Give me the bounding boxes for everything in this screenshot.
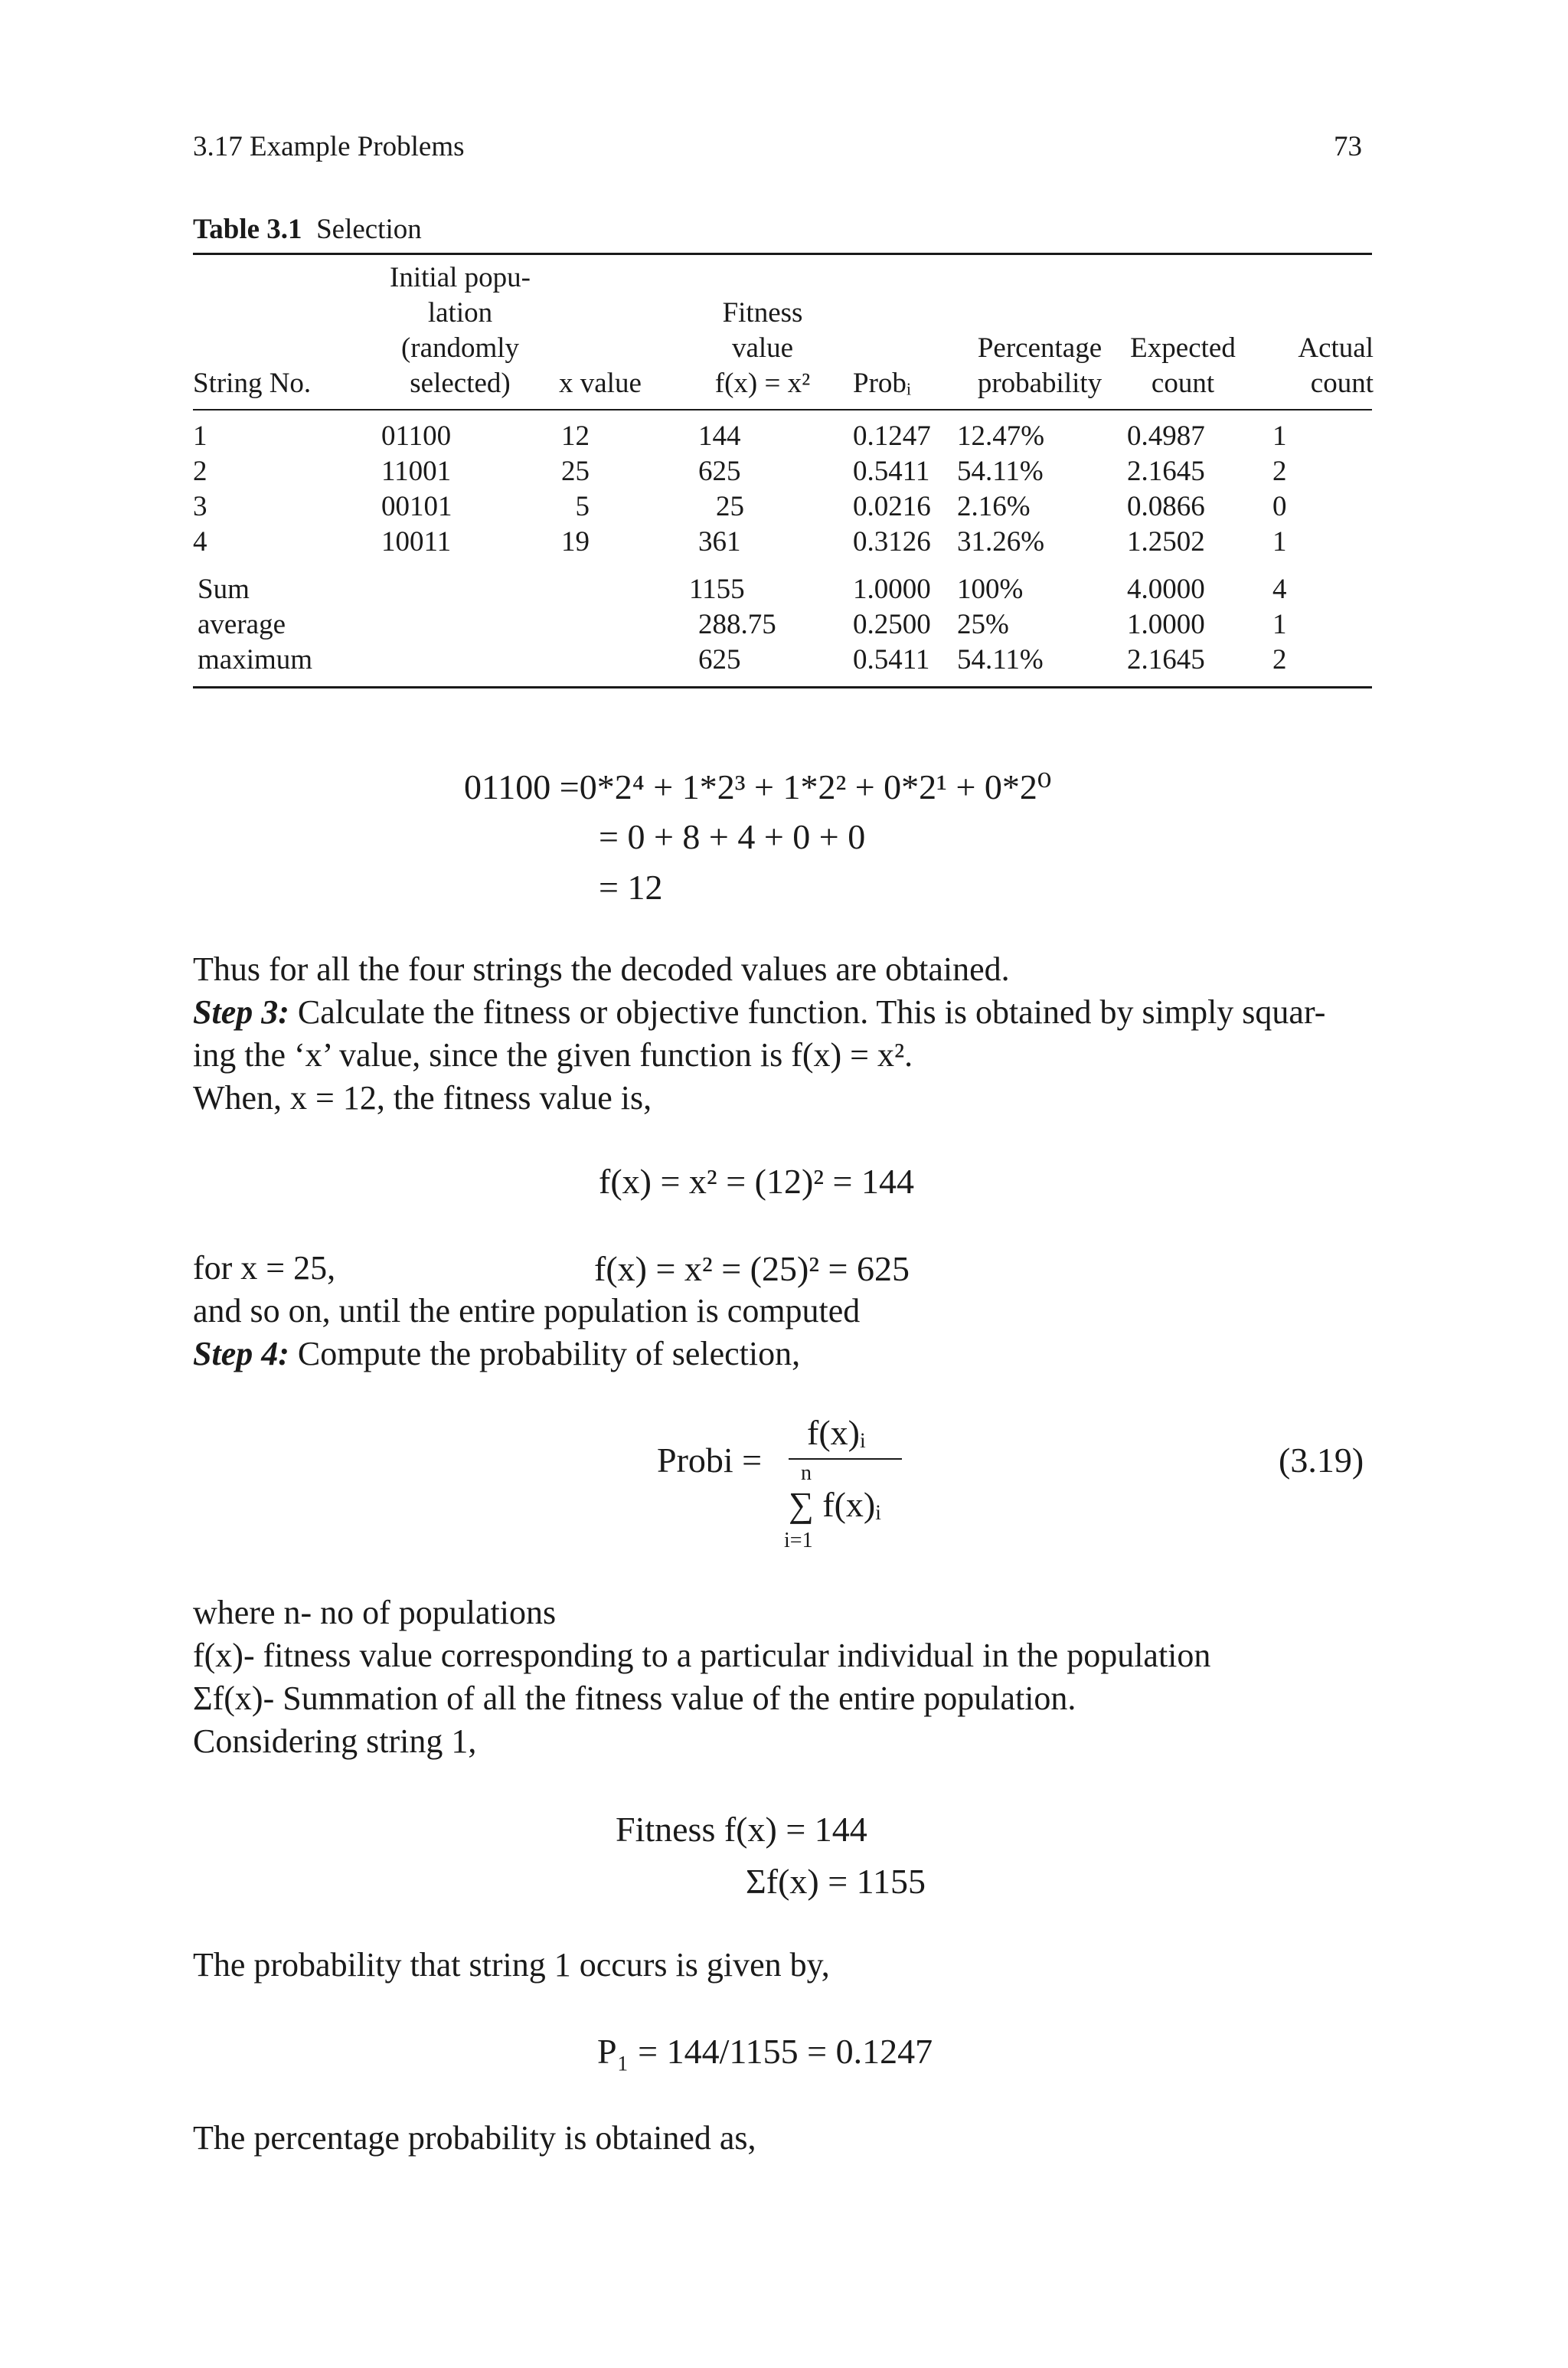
header-actual-count: Actual count [1298, 332, 1374, 399]
table-cell-x: 5 [575, 491, 590, 522]
table-top-rule [193, 253, 1372, 255]
summary-label: maximum [198, 644, 313, 675]
table-cell-actual: 1 [1272, 526, 1287, 558]
probi-lhs: Probi = [657, 1441, 763, 1480]
table-cell-x: 25 [561, 456, 590, 487]
equation-fx-25: f(x) = x² = (25)² = 625 [594, 1249, 910, 1288]
table-cell-prob: 0.1247 [853, 420, 931, 452]
table-cell-prob: 0.3126 [853, 526, 931, 558]
paragraph-probability-string1: The probability that string 1 occurs is given by, [193, 1946, 830, 1984]
step4-text: Compute the probability of selection, [289, 1335, 801, 1372]
table-cell-pct: 31.26% [957, 526, 1045, 558]
equation-sum-fitness: Σf(x) = 1155 [746, 1862, 926, 1901]
table-cell-no: 3 [193, 491, 207, 522]
table-title: Selection [316, 214, 422, 245]
paragraph-step4 [193, 1334, 800, 1373]
table-cell-no: 1 [193, 420, 207, 452]
summary-expected: 4.0000 [1127, 574, 1205, 605]
fraction-bar [789, 1458, 902, 1460]
table-cell-fx: 361 [698, 526, 741, 558]
summary-actual: 2 [1272, 644, 1287, 675]
summary-actual: 4 [1272, 574, 1287, 605]
table-bottom-rule [193, 686, 1372, 688]
summary-pct: 54.11% [957, 644, 1044, 675]
table-cell-fx: 25 [716, 491, 744, 522]
table-cell-no: 4 [193, 526, 207, 558]
decode-equation-line2: = 0 + 8 + 4 + 0 + 0 [599, 817, 866, 856]
table-cell-pct: 12.47% [957, 420, 1045, 452]
header-initial-population: Initial popu- lation (randomly selected) [390, 262, 531, 399]
probi-denominator: ∑ f(x)ᵢ [789, 1485, 881, 1524]
table-cell-fx: 144 [698, 420, 741, 452]
summary-fx: 1155 [689, 574, 745, 605]
summary-expected: 1.0000 [1127, 609, 1205, 640]
table-cell-population: 11001 [381, 456, 452, 487]
table-cell-expected: 2.1645 [1127, 456, 1205, 487]
table-cell-expected: 0.4987 [1127, 420, 1205, 452]
decode-equation-line1: 01100 =0*2⁴ + 1*2³ + 1*2² + 0*2¹ + 0*2⁰ [464, 767, 1052, 806]
table-cell-expected: 1.2502 [1127, 526, 1205, 558]
sum-upper-limit: n [801, 1461, 812, 1485]
table-cell-x: 19 [561, 526, 590, 558]
decode-equation-line3: = 12 [599, 868, 663, 907]
equation-number: (3.19) [1279, 1441, 1364, 1480]
header-expected-count: Expected count [1130, 332, 1236, 399]
equation-fitness: Fitness f(x) = 144 [616, 1810, 867, 1849]
table-cell-population: 00101 [381, 491, 452, 522]
summary-prob: 0.5411 [853, 644, 930, 675]
table-cell-no: 2 [193, 456, 207, 487]
summary-fx: 625 [698, 644, 741, 675]
table-cell-actual: 0 [1272, 491, 1287, 522]
table-cell-prob: 0.0216 [853, 491, 931, 522]
summary-actual: 1 [1272, 609, 1287, 640]
table-cell-population: 10011 [381, 526, 452, 558]
header-fitness-value: Fitness value f(x) = x² [714, 297, 811, 399]
paragraph-considering: Considering string 1, [193, 1722, 477, 1760]
paragraph-step3 [193, 993, 1325, 1032]
table-cell-pct: 54.11% [957, 456, 1044, 487]
summary-prob: 0.2500 [853, 609, 931, 640]
table-cell-pct: 2.16% [957, 491, 1031, 522]
label-for-x25: for x = 25, [193, 1249, 336, 1287]
equation-fx-12: f(x) = x² = (12)² = 144 [599, 1162, 915, 1201]
header-x-value: x value [559, 368, 642, 399]
paragraph-and-so-on: and so on, until the entire population is computed [193, 1292, 861, 1330]
paragraph-decoded: Thus for all the four strings the decoded values are obtained. [193, 950, 1010, 988]
table-cell-actual: 2 [1272, 456, 1287, 487]
header-prob: Probᵢ [853, 368, 911, 399]
table-caption [193, 213, 422, 246]
header-percentage-probability: Percentage probability [977, 332, 1102, 399]
equation-p1: P₁ = 144/1155 = 0.1247 [597, 2032, 933, 2071]
summary-pct: 25% [957, 609, 1009, 640]
table-cell-actual: 1 [1272, 420, 1287, 452]
page-number: 73 [1334, 131, 1362, 162]
step4-label: Step 4: [193, 1335, 289, 1372]
summary-label: Sum [198, 574, 250, 605]
summary-label: average [198, 609, 286, 640]
running-head-section: 3.17 Example Problems [193, 131, 465, 162]
definition-sum-fx: Σf(x)- Summation of all the fitness value of the entire population. [193, 1680, 1076, 1717]
table-cell-expected: 0.0866 [1127, 491, 1205, 522]
table-cell-prob: 0.5411 [853, 456, 930, 487]
table-header-rule [193, 409, 1372, 410]
summary-pct: 100% [957, 574, 1024, 605]
table-label: Table 3.1 [193, 214, 302, 245]
table-cell-fx: 625 [698, 456, 741, 487]
definition-n: where n- no of populations [193, 1594, 557, 1631]
table-cell-x: 12 [561, 420, 590, 452]
summary-fx: 288.75 [698, 609, 776, 640]
summary-prob: 1.0000 [853, 574, 931, 605]
definition-fx: f(x)- fitness value corresponding to a particular individual in the population [193, 1637, 1211, 1674]
step3-text: Calculate the fitness or objective function. This is obtained by simply squar- [289, 993, 1326, 1031]
probi-numerator: f(x)ᵢ [807, 1413, 866, 1452]
step3-label: Step 3: [193, 993, 289, 1031]
header-string-no: String No. [193, 368, 312, 399]
sum-lower-limit: i=1 [784, 1529, 813, 1552]
paragraph-when: When, x = 12, the fitness value is, [193, 1079, 652, 1117]
summary-expected: 2.1645 [1127, 644, 1205, 675]
paragraph-step3-cont: ing the ‘x’ value, since the given function is f(x) = x². [193, 1036, 913, 1074]
table-cell-population: 01100 [381, 420, 452, 452]
paragraph-percentage: The percentage probability is obtained as, [193, 2119, 756, 2157]
